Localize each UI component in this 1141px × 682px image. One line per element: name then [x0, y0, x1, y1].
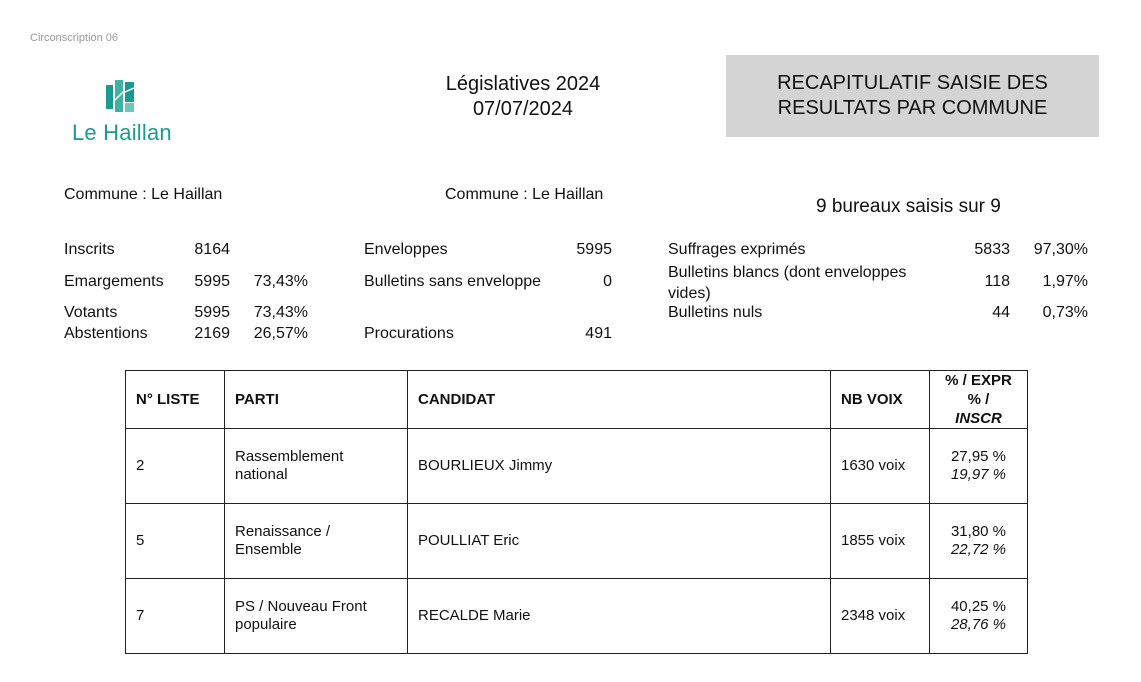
header-pct-sep: % /: [967, 391, 990, 408]
sans-enveloppe-label: Bulletins sans enveloppe: [364, 273, 542, 290]
emargements-pct: 73,43%: [253, 273, 308, 290]
city-logo-icon: [106, 78, 136, 114]
cell-voix: 1855 voix: [831, 504, 930, 579]
abstentions-value: 2169: [194, 325, 230, 342]
blancs-value: 118: [984, 273, 1010, 290]
header-parti: PARTI: [225, 371, 408, 429]
header-liste: N° LISTE: [126, 371, 225, 429]
procurations-value: 491: [585, 325, 612, 342]
cell-liste: 2: [126, 429, 225, 504]
cell-pct-inscr: 28,76 %: [950, 616, 1007, 633]
emargements-value: 5995: [194, 273, 230, 290]
exprimes-pct: 97,30%: [1033, 241, 1088, 258]
header-pct-inscr: INSCR: [955, 410, 1002, 427]
logo-text: Le Haillan: [72, 120, 172, 145]
blancs-pct: 1,97%: [1042, 273, 1088, 290]
cell-pct-expr: 27,95 %: [950, 448, 1007, 465]
cell-pct: [930, 579, 1028, 654]
recap-title-line2: RESULTATS PAR COMMUNE: [777, 97, 1048, 119]
exprimes-value: 5833: [974, 241, 1010, 258]
exprimes-label: Suffrages exprimés: [668, 241, 806, 258]
bureaux-count: 9 bureaux saisis sur 9: [816, 196, 1001, 217]
cell-pct: [930, 429, 1028, 504]
header-pct-expr: % / EXPR: [945, 372, 1012, 389]
election-heading: [400, 72, 646, 122]
recap-title-line1: RECAPITULATIF SAISIE DES: [777, 72, 1048, 94]
cell-candidat: RECALDE Marie: [408, 579, 831, 654]
votants-value: 5995: [194, 304, 230, 321]
recap-box: [726, 55, 1099, 137]
abstentions-label: Abstentions: [64, 325, 148, 342]
enveloppes-value: 5995: [576, 241, 612, 258]
cell-candidat: BOURLIEUX Jimmy: [408, 429, 831, 504]
cell-liste: 5: [126, 504, 225, 579]
inscrits-label: Inscrits: [64, 241, 115, 258]
nuls-value: 44: [992, 304, 1010, 321]
commune-label-left: Commune : Le Haillan: [64, 186, 223, 203]
commune-label-center: Commune : Le Haillan: [445, 186, 604, 203]
circonscription-label: Circonscription 06: [30, 32, 119, 44]
header-voix: NB VOIX: [831, 371, 930, 429]
nuls-pct: 0,73%: [1042, 304, 1088, 321]
results-table: [125, 370, 1028, 654]
table-row: [126, 579, 1028, 654]
abstentions-pct: 26,57%: [253, 325, 308, 342]
cell-parti: Renaissance / Ensemble: [225, 504, 408, 579]
sans-enveloppe-value: 0: [603, 273, 612, 290]
inscrits-value: 8164: [194, 241, 230, 258]
cell-voix: 2348 voix: [831, 579, 930, 654]
table-header-row: [126, 371, 1028, 429]
election-title: Législatives 2024: [445, 73, 601, 95]
cell-voix: 1630 voix: [831, 429, 930, 504]
cell-candidat: POULLIAT Eric: [408, 504, 831, 579]
blancs-label: Bulletins blancs (dont enveloppes vides): [668, 264, 907, 302]
procurations-label: Procurations: [364, 325, 454, 342]
header-pct: [930, 371, 1028, 429]
votants-label: Votants: [64, 304, 118, 321]
cell-pct-inscr: 19,97 %: [950, 466, 1007, 483]
cell-pct: [930, 504, 1028, 579]
cell-pct-expr: 40,25 %: [950, 598, 1007, 615]
le-haillan-logo: [70, 76, 180, 148]
cell-pct-expr: 31,80 %: [950, 523, 1007, 540]
emargements-label: Emargements: [64, 273, 164, 290]
header-candidat: CANDIDAT: [408, 371, 831, 429]
table-row: [126, 429, 1028, 504]
cell-liste: 7: [126, 579, 225, 654]
cell-pct-inscr: 22,72 %: [950, 541, 1007, 558]
election-date: 07/07/2024: [472, 98, 574, 120]
table-row: [126, 504, 1028, 579]
votants-pct: 73,43%: [253, 304, 308, 321]
enveloppes-label: Enveloppes: [364, 241, 448, 258]
cell-parti: Rassemblement national: [225, 429, 408, 504]
nuls-label: Bulletins nuls: [668, 304, 763, 321]
cell-parti: PS / Nouveau Front populaire: [225, 579, 408, 654]
